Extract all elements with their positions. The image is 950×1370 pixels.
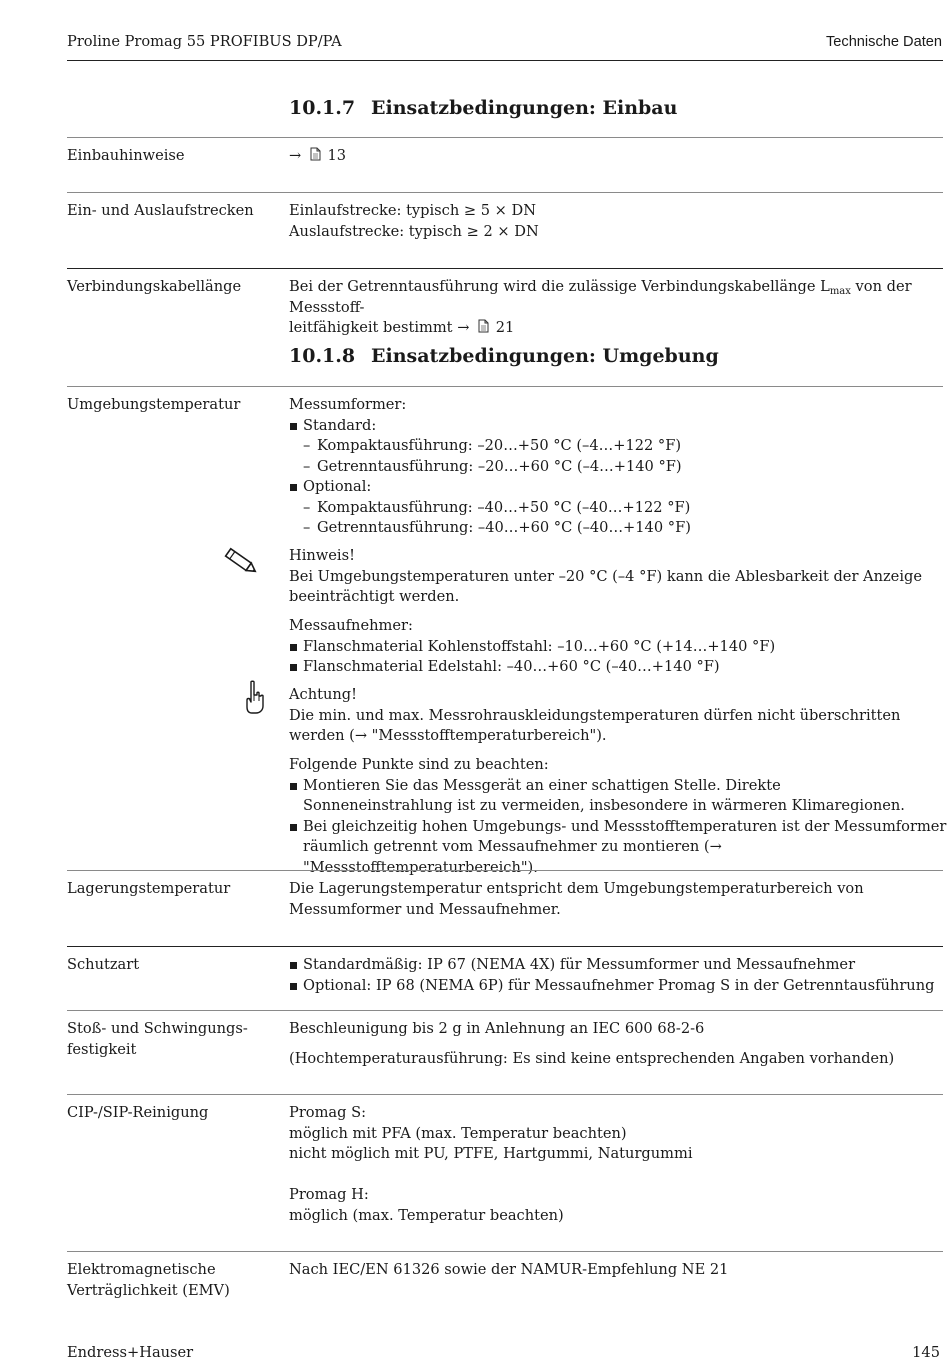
page-icon [478, 319, 489, 333]
label-line: Stoß- und Schwingungs- [67, 1020, 248, 1037]
list-item: Optional: IP 68 (NEMA 6P) für Messaufnehmer Promag S in der Getrenntausführung [289, 976, 949, 997]
row-divider [67, 1251, 943, 1252]
list-item: – Getrenntausführung: –40…+60 °C (–40…+140 °F) [289, 518, 949, 539]
messaufnehmer-heading: Messaufnehmer: [289, 617, 413, 634]
content-messumformer [289, 395, 949, 539]
list-item: Standardmäßig: IP 67 (NEMA 4X) für Messumformer und Messaufnehmer [289, 955, 949, 976]
list-item: – Kompaktausführung: –20…+50 °C (–4…+122 °F) [289, 436, 949, 457]
label-line: Verträglichkeit (EMV) [67, 1281, 230, 1299]
label-stoss-schwingungsfestigkeit [67, 1019, 277, 1060]
verbindung-subscript: max [829, 286, 851, 297]
section-number: 10.1.7 [289, 97, 356, 119]
content-folgende-punkte [289, 755, 949, 878]
verbindung-text-b: von der Messstoff- [289, 278, 912, 316]
row-divider [67, 946, 943, 947]
auslaufstrecke-text: Auslaufstrecke: typisch ≥ 2 × DN [289, 222, 539, 240]
content-schutzart [289, 955, 949, 996]
header-rule [67, 60, 943, 61]
label-line: festigkeit [67, 1040, 137, 1058]
row-divider [67, 192, 943, 193]
row-divider [67, 1010, 943, 1011]
label-umgebungstemperatur: Umgebungstemperatur [67, 396, 241, 413]
label-cip-sip-reinigung: CIP-/SIP-Reinigung [67, 1104, 209, 1121]
content-cip-sip-reinigung [289, 1103, 949, 1226]
content-verbindungskabellaenge [289, 277, 949, 339]
list-item: Montieren Sie das Messgerät an einer schattigen Stelle. Direkte Sonneneinstrahlung ist zu vermeiden, insbesondere in wärmeren Klimaregionen. [289, 776, 923, 817]
section-heading-10-1-8 [289, 346, 719, 367]
page-reference: 13 [327, 147, 347, 164]
content-achtung [289, 685, 949, 747]
messumformer-heading: Messumformer: [289, 396, 407, 413]
label-einbauhinweise: Einbauhinweise [67, 147, 185, 164]
list-item: – Getrenntausführung: –20…+60 °C (–4…+140 °F) [289, 457, 949, 478]
pencil-icon [221, 546, 261, 578]
section-title: Einsatzbedingungen: Umgebung [371, 345, 719, 367]
row-divider [67, 386, 943, 387]
hinweis-text: Bei Umgebungstemperaturen unter –20 °C (–4 °F) kann die Ablesbarkeit der Anzeige beeinträchtigt werden. [289, 567, 922, 605]
row-divider [67, 268, 943, 269]
row-divider [67, 137, 943, 138]
promag-h-line: möglich (max. Temperatur beachten) [289, 1206, 564, 1224]
list-item: Optional: [289, 477, 949, 498]
header-section: Technische Daten [825, 34, 942, 50]
label-lagerungstemperatur: Lagerungstemperatur [67, 880, 231, 897]
label-emv [67, 1260, 277, 1301]
achtung-text: Die min. und max. Messrohrauskleidungstemperaturen dürfen nicht überschritten werden (→ "Messstofftemperaturbereich"). [289, 706, 901, 744]
label-ein-auslaufstrecken: Ein- und Auslaufstrecken [67, 202, 254, 219]
arrow-icon: → [457, 319, 470, 336]
promag-s-title: Promag S: [289, 1104, 367, 1121]
promag-s-line: nicht möglich mit PU, PTFE, Hartgummi, Naturgummi [289, 1145, 693, 1162]
achtung-title: Achtung! [289, 686, 357, 703]
footer-company: Endress+Hauser [67, 1344, 194, 1361]
content-ein-auslaufstrecken [289, 201, 949, 242]
hochtemperatur-text: (Hochtemperaturausführung: Es sind keine entsprechenden Angaben vorhanden) [289, 1049, 895, 1067]
content-emv: Nach IEC/EN 61326 sowie der NAMUR-Empfehlung NE 21 [289, 1261, 729, 1278]
row-divider [67, 870, 943, 871]
header-title: Proline Promag 55 PROFIBUS DP/PA [67, 33, 342, 50]
section-heading-10-1-7 [289, 98, 677, 119]
verbindung-text-a: Bei der Getrenntausführung wird die zulässige Verbindungskabellänge L [289, 278, 830, 295]
label-verbindungskabellaenge: Verbindungskabellänge [67, 278, 242, 295]
footer-page-number: 145 [912, 1344, 940, 1361]
folgende-heading: Folgende Punkte sind zu beachten: [289, 756, 549, 773]
content-hinweis [289, 546, 949, 608]
promag-s-line: möglich mit PFA (max. Temperatur beachten) [289, 1124, 627, 1142]
verbindung-line2: leitfähigkeit bestimmt [289, 319, 453, 336]
hinweis-title: Hinweis! [289, 547, 355, 564]
promag-h-title: Promag H: [289, 1186, 369, 1203]
content-lagerungstemperatur: Die Lagerungstemperatur entspricht dem Umgebungstemperaturbereich von Messumformer und Messaufnehmer. [289, 880, 864, 918]
einlaufstrecke-text: Einlaufstrecke: typisch ≥ 5 × DN [289, 202, 537, 219]
list-item: Flanschmaterial Edelstahl: –40…+60 °C (–40…+140 °F) [289, 657, 949, 678]
pointing-hand-icon [244, 680, 266, 716]
page-reference: 21 [495, 319, 515, 336]
label-line: Elektromagnetische [67, 1261, 216, 1278]
section-number: 10.1.8 [289, 345, 356, 367]
list-item: – Kompaktausführung: –40…+50 °C (–40…+122 °F) [289, 498, 949, 519]
label-schutzart: Schutzart [67, 956, 140, 973]
section-title: Einsatzbedingungen: Einbau [371, 97, 678, 119]
content-einbauhinweise [289, 146, 949, 167]
list-item: Standard: [289, 416, 949, 437]
beschleunigung-text: Beschleunigung bis 2 g in Anlehnung an IEC 600 68-2-6 [289, 1020, 705, 1037]
arrow-icon: → [289, 147, 302, 164]
content-stoss-schwingungsfestigkeit [289, 1019, 949, 1069]
list-item: Bei gleichzeitig hohen Umgebungs- und Messstofftemperaturen ist der Messumformer räumlich getrennt vom Messaufnehmer zu montieren (→ "Messstofftemperaturbereich"). [289, 817, 950, 879]
page-icon [310, 147, 321, 161]
content-messaufnehmer [289, 616, 949, 678]
row-divider [67, 1094, 943, 1095]
list-item: Flanschmaterial Kohlenstoffstahl: –10…+60 °C (+14…+140 °F) [289, 637, 949, 658]
